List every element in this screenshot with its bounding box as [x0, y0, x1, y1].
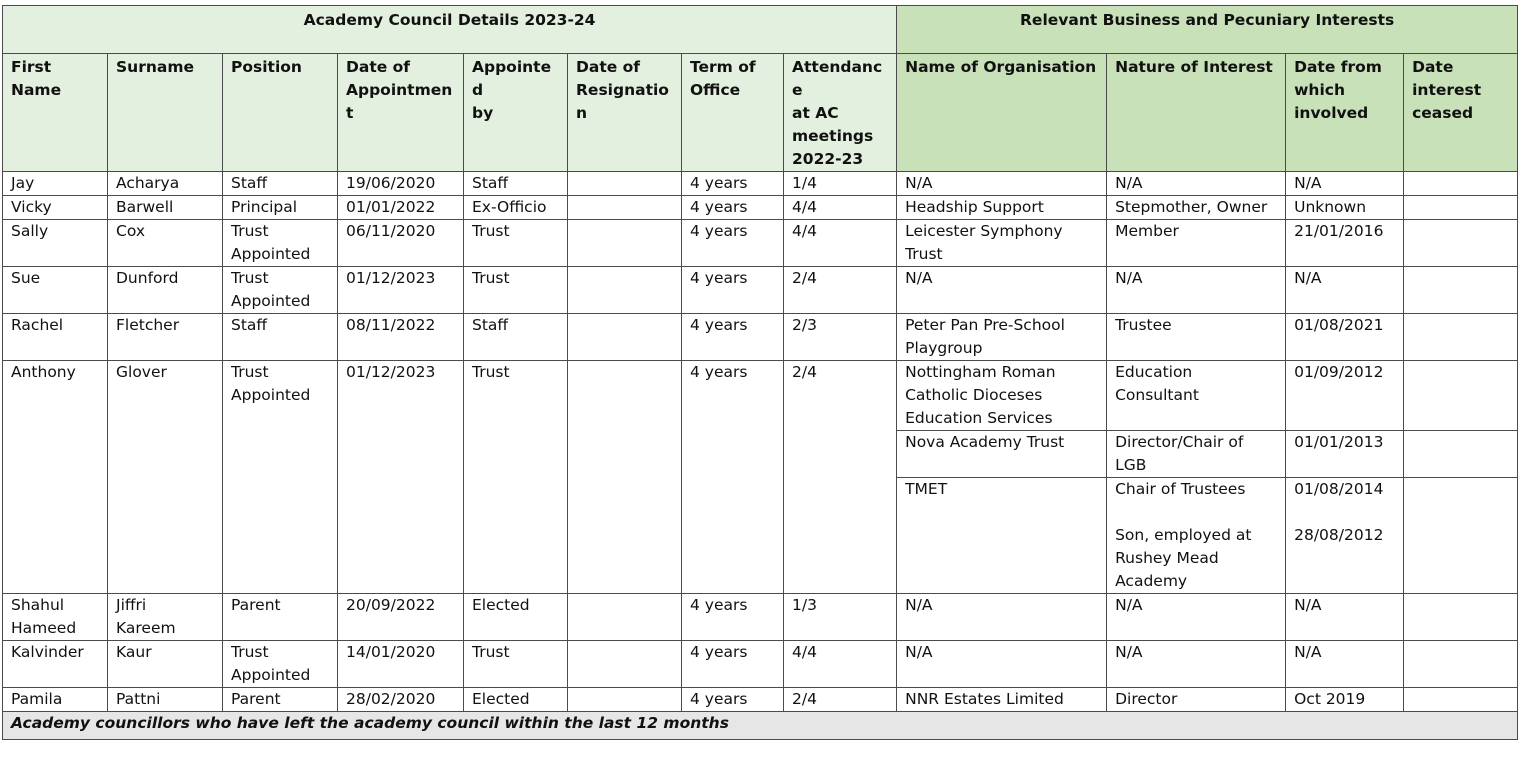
attendance-cell: 2/3	[784, 314, 897, 361]
date-from-cell: Oct 2019	[1286, 688, 1404, 712]
appointed-by-cell: Trust	[464, 361, 568, 594]
date-from-cell: N/A	[1286, 594, 1404, 641]
attendance-cell: 4/4	[784, 220, 897, 267]
col-organisation: Name of Organisation	[897, 54, 1107, 172]
table-row	[3, 267, 1518, 314]
organisation-cell: Leicester Symphony Trust	[897, 220, 1107, 267]
nature-of-interest-cell: Trustee	[1107, 314, 1286, 361]
nature-of-interest-cell: N/A	[1107, 267, 1286, 314]
organisation-cell: Headship Support	[897, 196, 1107, 220]
surname-cell: Dunford	[108, 267, 223, 314]
nature-of-interest-cell: N/A	[1107, 641, 1286, 688]
organisation-cell: N/A	[897, 594, 1107, 641]
appointment-date-cell: 01/12/2023	[338, 361, 464, 594]
table-row	[3, 594, 1518, 641]
first-name-cell: Pamila	[3, 688, 108, 712]
date-from-cell: 01/09/2012	[1286, 361, 1404, 431]
col-date-ceased: Date interest ceased	[1404, 54, 1518, 172]
date-ceased-cell	[1404, 172, 1518, 196]
appointed-by-cell: Trust	[464, 220, 568, 267]
attendance-cell: 1/3	[784, 594, 897, 641]
first-name-cell: Sue	[3, 267, 108, 314]
col-appointed-by: Appointed by	[464, 54, 568, 172]
position-cell: Trust Appointed	[223, 220, 338, 267]
date-ceased-cell	[1404, 361, 1518, 431]
appointment-date-cell: 20/09/2022	[338, 594, 464, 641]
attendance-cell: 2/4	[784, 361, 897, 594]
term-cell: 4 years	[682, 314, 784, 361]
term-cell: 4 years	[682, 641, 784, 688]
appointment-date-cell: 08/11/2022	[338, 314, 464, 361]
table-row	[3, 641, 1518, 688]
appointment-date-cell: 01/12/2023	[338, 267, 464, 314]
surname-cell: Acharya	[108, 172, 223, 196]
resignation-date-cell	[568, 314, 682, 361]
attendance-cell: 2/4	[784, 688, 897, 712]
term-cell: 4 years	[682, 594, 784, 641]
position-cell: Staff	[223, 314, 338, 361]
first-name-cell: Vicky	[3, 196, 108, 220]
organisation-cell: Nottingham Roman Catholic Dioceses Education Services	[897, 361, 1107, 431]
surname-cell: Cox	[108, 220, 223, 267]
appointment-date-cell: 06/11/2020	[338, 220, 464, 267]
col-date-of-resignation: Date of Resignation	[568, 54, 682, 172]
surname-cell: Kaur	[108, 641, 223, 688]
col-surname: Surname	[108, 54, 223, 172]
organisation-cell: Nova Academy Trust	[897, 431, 1107, 478]
academy-council-table	[2, 5, 1518, 740]
resignation-date-cell	[568, 196, 682, 220]
appointed-by-cell: Trust	[464, 641, 568, 688]
term-cell: 4 years	[682, 196, 784, 220]
position-cell: Trust Appointed	[223, 267, 338, 314]
council-details-heading: Academy Council Details 2023-24	[3, 6, 897, 54]
resignation-date-cell	[568, 594, 682, 641]
date-ceased-cell	[1404, 641, 1518, 688]
date-ceased-cell	[1404, 594, 1518, 641]
surname-cell: Pattni	[108, 688, 223, 712]
surname-cell: Barwell	[108, 196, 223, 220]
appointment-date-cell: 19/06/2020	[338, 172, 464, 196]
col-date-of-appointment: Date of Appointment	[338, 54, 464, 172]
nature-of-interest-cell: Member	[1107, 220, 1286, 267]
appointed-by-cell: Staff	[464, 172, 568, 196]
first-name-cell: Jay	[3, 172, 108, 196]
term-cell: 4 years	[682, 220, 784, 267]
date-from-cell: 01/01/2013	[1286, 431, 1404, 478]
attendance-cell: 4/4	[784, 196, 897, 220]
appointed-by-cell: Trust	[464, 267, 568, 314]
nature-of-interest-cell: Education Consultant	[1107, 361, 1286, 431]
resignation-date-cell	[568, 220, 682, 267]
date-ceased-cell	[1404, 431, 1518, 478]
section-header-row	[3, 6, 1518, 54]
col-attendance: Attendance at AC meetings 2022-23	[784, 54, 897, 172]
date-from-cell: 01/08/2021	[1286, 314, 1404, 361]
col-position: Position	[223, 54, 338, 172]
surname-cell: Glover	[108, 361, 223, 594]
surname-cell: Fletcher	[108, 314, 223, 361]
table-row	[3, 688, 1518, 712]
table-row	[3, 172, 1518, 196]
date-ceased-cell	[1404, 478, 1518, 594]
date-ceased-cell	[1404, 314, 1518, 361]
position-cell: Principal	[223, 196, 338, 220]
position-cell: Parent	[223, 688, 338, 712]
nature-of-interest-cell: Director/Chair of LGB	[1107, 431, 1286, 478]
footer-row	[3, 712, 1518, 740]
first-name-cell: Rachel	[3, 314, 108, 361]
attendance-cell: 1/4	[784, 172, 897, 196]
term-cell: 4 years	[682, 688, 784, 712]
date-ceased-cell	[1404, 267, 1518, 314]
date-ceased-cell	[1404, 688, 1518, 712]
position-cell: Parent	[223, 594, 338, 641]
position-cell: Trust Appointed	[223, 361, 338, 594]
date-from-cell: N/A	[1286, 641, 1404, 688]
attendance-cell: 4/4	[784, 641, 897, 688]
appointment-date-cell: 28/02/2020	[338, 688, 464, 712]
nature-of-interest-cell: N/A	[1107, 594, 1286, 641]
resignation-date-cell	[568, 267, 682, 314]
first-name-cell: Kalvinder	[3, 641, 108, 688]
nature-of-interest-cell: Director	[1107, 688, 1286, 712]
position-cell: Trust Appointed	[223, 641, 338, 688]
table-row	[3, 220, 1518, 267]
organisation-cell: N/A	[897, 267, 1107, 314]
resignation-date-cell	[568, 172, 682, 196]
term-cell: 4 years	[682, 172, 784, 196]
appointment-date-cell: 14/01/2020	[338, 641, 464, 688]
date-from-cell: N/A	[1286, 172, 1404, 196]
first-name-cell: Shahul Hameed	[3, 594, 108, 641]
first-name-cell: Sally	[3, 220, 108, 267]
col-nature-of-interest: Nature of Interest	[1107, 54, 1286, 172]
attendance-cell: 2/4	[784, 267, 897, 314]
appointment-date-cell: 01/01/2022	[338, 196, 464, 220]
date-from-cell: 01/08/2014 28/08/2012	[1286, 478, 1404, 594]
former-councillors-note: Academy councillors who have left the academy council within the last 12 months	[3, 712, 1518, 740]
resignation-date-cell	[568, 641, 682, 688]
col-date-from: Date from which involved	[1286, 54, 1404, 172]
nature-of-interest-cell: Chair of Trustees Son, employed at Rushey Mead Academy	[1107, 478, 1286, 594]
appointed-by-cell: Elected	[464, 594, 568, 641]
organisation-cell: N/A	[897, 641, 1107, 688]
term-cell: 4 years	[682, 267, 784, 314]
appointed-by-cell: Elected	[464, 688, 568, 712]
position-cell: Staff	[223, 172, 338, 196]
table-row	[3, 196, 1518, 220]
table-row	[3, 361, 1518, 431]
table-row	[3, 314, 1518, 361]
date-from-cell: Unknown	[1286, 196, 1404, 220]
organisation-cell: NNR Estates Limited	[897, 688, 1107, 712]
appointed-by-cell: Staff	[464, 314, 568, 361]
resignation-date-cell	[568, 688, 682, 712]
term-cell: 4 years	[682, 361, 784, 594]
organisation-cell: N/A	[897, 172, 1107, 196]
date-from-cell: 21/01/2016	[1286, 220, 1404, 267]
appointed-by-cell: Ex-Officio	[464, 196, 568, 220]
interests-heading: Relevant Business and Pecuniary Interests	[897, 6, 1518, 54]
date-ceased-cell	[1404, 220, 1518, 267]
col-term-of-office: Term of Office	[682, 54, 784, 172]
resignation-date-cell	[568, 361, 682, 594]
surname-cell: Jiffri Kareem	[108, 594, 223, 641]
date-ceased-cell	[1404, 196, 1518, 220]
organisation-cell: TMET	[897, 478, 1107, 594]
nature-of-interest-cell: N/A	[1107, 172, 1286, 196]
column-header-row	[3, 54, 1518, 172]
nature-of-interest-cell: Stepmother, Owner	[1107, 196, 1286, 220]
organisation-cell: Peter Pan Pre-School Playgroup	[897, 314, 1107, 361]
first-name-cell: Anthony	[3, 361, 108, 594]
date-from-cell: N/A	[1286, 267, 1404, 314]
col-first-name: First Name	[3, 54, 108, 172]
